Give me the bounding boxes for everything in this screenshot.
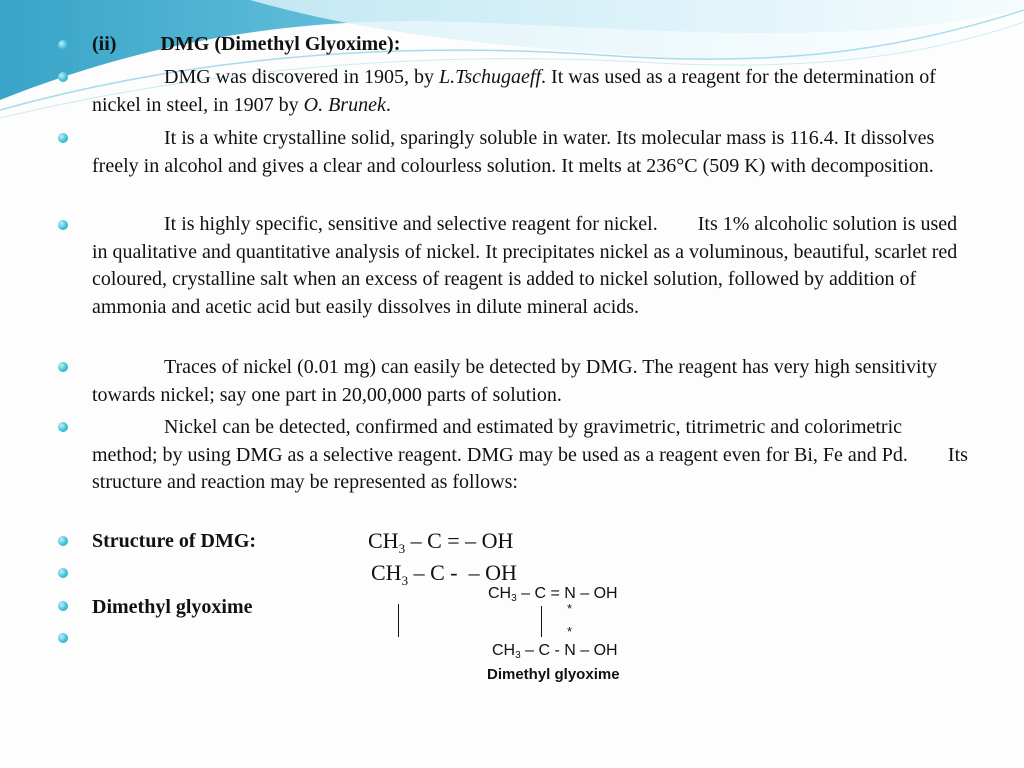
bullet-icon [58, 40, 68, 50]
bullet-icon [58, 422, 68, 432]
paragraph-sensitivity [92, 354, 972, 409]
formula-line-2: $CH_3$ – C - – OH [371, 560, 517, 588]
para-text: . It was used as a reagent for the determination of nickel in steel, in 1907 by [92, 66, 936, 116]
bullet-icon [58, 601, 68, 611]
paragraph-methods [92, 414, 972, 497]
structure-bond-line [541, 606, 542, 637]
roman-numeral: (ii) [92, 33, 117, 55]
bullet-icon [58, 633, 68, 643]
para-text: Its structure and reaction may be represented as follows: [92, 443, 968, 493]
para-text: Nickel can be detected, confirmed and estimated by gravimetric, titrimetric and colorimetric method; by using DMG as a selective reagent. DMG may be used as a reagent even for Bi, Fe and Pd. [92, 416, 908, 466]
paragraph-discovery [92, 64, 972, 119]
scientist-name: O. Brunek [303, 93, 386, 116]
structure-star: * [567, 624, 573, 639]
bond-line [398, 604, 399, 637]
structure-image-line-1: $CH_3 - C = N$ – OH [488, 585, 618, 604]
bullet-icon [58, 220, 68, 230]
bullet-icon [58, 72, 68, 82]
para-text: . [385, 93, 391, 116]
para-text: Its 1% alcoholic solution is used in qualitative and quantitative analysis of nickel. It precipitates nickel as a voluminous, beautiful, scarlet red coloured, crystalline salt when an excess of reagent is added to nickel solution, followed by addition of ammonia and acetic acid but easily dissolves in dilute mineral acids. [92, 213, 958, 318]
structure-image-line-2: $CH_3$ – C - N – OH [492, 642, 618, 661]
structure-label: Structure of DMG: [92, 530, 257, 552]
bullet-icon [58, 133, 68, 143]
structure-caption: Dimethyl glyoxime [487, 666, 620, 683]
section-heading [92, 31, 972, 59]
paragraph-properties [92, 125, 972, 180]
para-text: DMG was discovered in 1905, by [164, 66, 439, 88]
para-text: Traces of nickel (0.01 mg) can easily be detected by DMG. The reagent has very high sensitivity towards nickel; say one part in 20,00,000 parts of solution. [92, 356, 938, 406]
para-text: It is highly specific, sensitive and selective reagent for nickel. [164, 213, 658, 235]
bullet-icon [58, 362, 68, 372]
dimethyl-glyoxime-label: Dimethyl glyoxime [92, 596, 253, 618]
para-text: It is a white crystalline solid, sparingly soluble in water. Its molecular mass is 116.4. It dissolves freely in alcohol and gives a clear and colourless solution. It melts at 236°C (509 K) with decomposition. [92, 127, 935, 177]
bullet-icon [58, 536, 68, 546]
discoverer-name: L.Tschugaeff [438, 66, 542, 88]
formula-line-1: $CH_3$ – C = – OH [368, 528, 514, 556]
structure-star: * [567, 601, 573, 616]
heading-title: DMG (Dimethyl Glyoxime): [160, 33, 401, 55]
paragraph-specificity [92, 211, 972, 321]
bullet-icon [58, 568, 68, 578]
